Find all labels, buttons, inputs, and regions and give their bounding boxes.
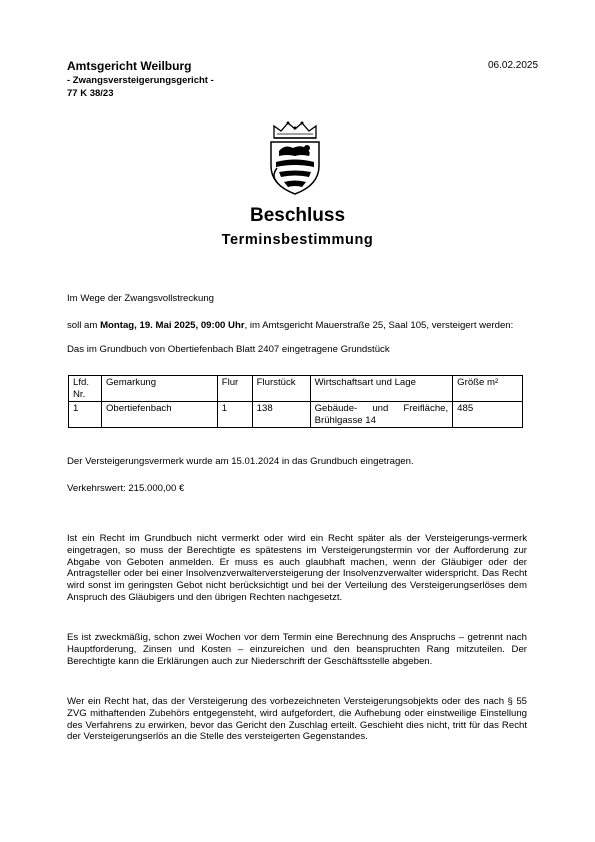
table-header-cell: Größe m² xyxy=(453,376,523,402)
intro-text: Im Wege der Zwangsvollstreckung xyxy=(67,293,214,304)
table-header-cell: Wirtschaftsart und Lage xyxy=(310,376,453,402)
table-header-row xyxy=(69,376,523,402)
table-cell: Gebäude- und Freifläche, Brühlgasse 14 xyxy=(310,402,453,428)
table-header-cell: Gemarkung xyxy=(101,376,217,402)
table-row xyxy=(69,402,523,428)
schedule-prefix: soll am xyxy=(67,320,101,331)
table-cell: Obertiefenbach xyxy=(101,402,217,428)
object-line: Das im Grundbuch von Obertiefenbach Blatt 2407 eingetragene Grundstück xyxy=(67,344,390,355)
schedule-text xyxy=(67,320,527,332)
schedule-suffix: , im Amtsgericht Mauerstraße 25, Saal 105, versteigert werden: xyxy=(244,320,514,331)
document-subtitle: Terminsbestimmung xyxy=(221,232,374,248)
table-cell: 485 xyxy=(453,402,523,428)
table-cell: 1 xyxy=(217,402,252,428)
table-cell: 138 xyxy=(252,402,310,428)
market-value: Verkehrswert: 215.000,00 € xyxy=(67,483,185,494)
paragraph-claim-calculation: Es ist zweckmäßig, schon zwei Wochen vor dem Termin eine Berechnung des Anspruchs – getrennt nach Hauptforderung, Zinsen und Kosten – einzureichen und den beanspruchten Rang mitzuteilen. Der Berechtigte kann die Erklärungen auch zur Niederschrift der Geschäftsstelle abgeben. xyxy=(67,632,527,667)
registration-note: Der Versteigerungsvermerk wurde am 15.01.2024 in das Grundbuch eingetragen. xyxy=(67,456,414,467)
table-header-cell: Flurstück xyxy=(252,376,310,402)
hessen-coat-of-arms-icon xyxy=(265,118,325,196)
property-table xyxy=(68,375,523,428)
court-subtitle: - Zwangsversteigerungsgericht - xyxy=(67,75,214,86)
case-number: 77 K 38/23 xyxy=(67,88,114,99)
table-cell: 1 xyxy=(69,402,102,428)
paragraph-opposing-rights: Wer ein Recht hat, das der Versteigerung des vorbezeichneten Versteigerungsobjekts oder des nach § 55 ZVG mithaftenden Zubehörs entgegensteht, wird aufgefordert, die Aufhebung oder einstweilige Einstellung des Verfahrens zu erwirken, bevor das Gericht den Zuschlag erteilt. Geschieht dies nicht, tritt für das Recht der Versteigerungserlös an die Stelle des versteigerten Gegenstandes. xyxy=(67,696,527,743)
court-name: Amtsgericht Weilburg xyxy=(67,59,192,73)
auction-datetime: Montag, 19. Mai 2025, 09:00 Uhr xyxy=(100,320,245,331)
document-date: 06.02.2025 xyxy=(488,60,539,71)
paragraph-rights-registration: Ist ein Recht im Grundbuch nicht vermerkt oder wird ein Recht später als der Versteigerungs-vermerk eingetragen, so muss der Berechtigte es spätestens im Versteigerungstermin vor der Aufforderung zur Abgabe von Geboten anmelden. Er muss es auch glaubhaft machen, wenn der Gläubiger oder der Antragsteller oder bei einer Insolvenzverwalterversteigerung der Insolvenzverwalter widerspricht. Das Recht wird sonst im geringsten Gebot nicht berücksichtigt und bei der Verteilung des Versteigerungserlöses dem Anspruch des Gläubigers und den übrigen Rechten nachgesetzt. xyxy=(67,533,527,603)
table-header-cell: Lfd. Nr. xyxy=(69,376,102,402)
document-title: Beschluss xyxy=(249,205,346,226)
table-header-cell: Flur xyxy=(217,376,252,402)
